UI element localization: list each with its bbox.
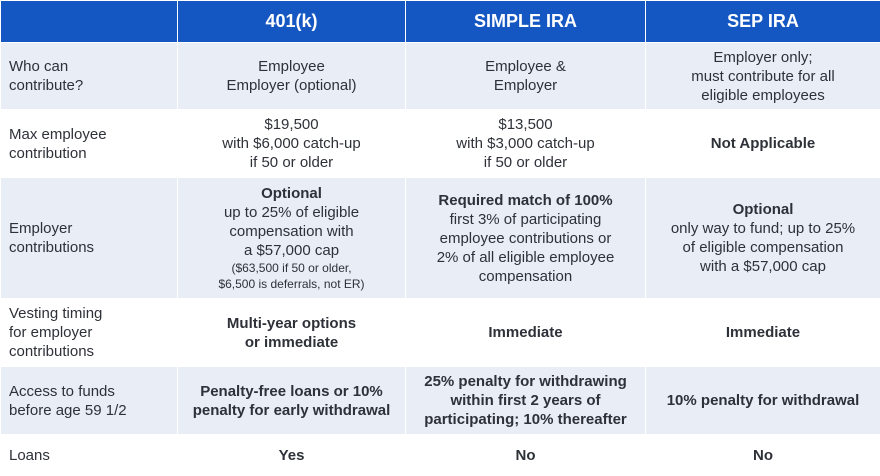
cell-401k: [178, 435, 406, 476]
cell-simple-ira: [406, 367, 646, 435]
cell-line: Not Applicable: [646, 134, 880, 153]
cell-sep-ira: [646, 110, 880, 178]
cell-line: with a $57,000 cap: [646, 257, 880, 276]
label-line: Vesting timing: [9, 304, 177, 323]
cell-heading: Optional: [178, 184, 405, 203]
cell-line: Yes: [178, 446, 405, 465]
header-row: [1, 1, 880, 43]
contribution-amount: $13,500: [406, 115, 645, 134]
footnote-line: ($63,500 if 50 or older,: [178, 260, 405, 276]
cell-line: Employee: [178, 57, 405, 76]
cell-simple-ira: [406, 299, 646, 367]
label-line: for employer: [9, 323, 177, 342]
cell-line: Penalty-free loans or 10%: [178, 382, 405, 401]
cell-line: if 50 or older: [406, 153, 645, 172]
cell-line: Employee &: [406, 57, 645, 76]
cell-line: or immediate: [178, 333, 405, 352]
cell-line: if 50 or older: [178, 153, 405, 172]
cell-line: up to 25% of eligible: [178, 203, 405, 222]
optional-note: (optional): [294, 77, 357, 94]
contribution-amount: $19,500: [178, 115, 405, 134]
label-line: Employer: [9, 219, 177, 238]
label-line: contribute?: [9, 76, 177, 95]
cell-401k: [178, 43, 406, 110]
cell-line: with $3,000 catch-up: [406, 134, 645, 153]
cell-401k: [178, 367, 406, 435]
row-label: [1, 178, 178, 299]
label-line: before age 59 1/2: [9, 401, 177, 420]
cell-line: Multi-year options: [178, 314, 405, 333]
row-max-employee-contribution: [1, 110, 880, 178]
cell-line: only way to fund; up to 25%: [646, 219, 880, 238]
cell-text: Employer: [226, 77, 294, 94]
row-employer-contributions: [1, 178, 880, 299]
row-vesting-timing: [1, 299, 880, 367]
cell-simple-ira: [406, 43, 646, 110]
row-access-to-funds: [1, 367, 880, 435]
header-blank-cell: [1, 1, 178, 43]
cell-line: Employer only;: [646, 48, 880, 67]
cell-line: a $57,000 cap: [178, 241, 405, 260]
cell-line: must contribute for all: [646, 67, 880, 86]
cell-line: eligible employees: [646, 86, 880, 105]
cell-simple-ira: [406, 110, 646, 178]
row-loans: [1, 435, 880, 476]
row-label: [1, 367, 178, 435]
cell-line: Immediate: [646, 323, 880, 342]
cell-line: employee contributions or: [406, 229, 645, 248]
cell-line: penalty for early withdrawal: [178, 401, 405, 420]
cell-line: No: [646, 446, 880, 465]
cell-heading: Required match of 100%: [406, 191, 645, 210]
label-line: Who can: [9, 57, 177, 76]
label-line: contribution: [9, 144, 177, 163]
cell-sep-ira: [646, 435, 880, 476]
cell-simple-ira: [406, 178, 646, 299]
row-label: [1, 435, 178, 476]
row-label: [1, 110, 178, 178]
cell-line: of eligible compensation: [646, 238, 880, 257]
row-label: [1, 43, 178, 110]
row-who-can-contribute: [1, 43, 880, 110]
cell-line: Employer: [406, 76, 645, 95]
cell-401k: [178, 299, 406, 367]
cell-sep-ira: [646, 43, 880, 110]
cell-line: [178, 76, 405, 95]
row-label: [1, 299, 178, 367]
cell-sep-ira: [646, 299, 880, 367]
cell-line: 2% of all eligible employee: [406, 248, 645, 267]
cell-line: Immediate: [406, 323, 645, 342]
label-line: contributions: [9, 238, 177, 257]
cell-401k: [178, 110, 406, 178]
cell-line: No: [406, 446, 645, 465]
label-line: Loans: [9, 446, 177, 465]
cell-line: 25% penalty for withdrawing: [406, 372, 645, 391]
column-header-sep-ira: SEP IRA: [646, 1, 880, 43]
label-line: contributions: [9, 342, 177, 361]
label-line: Access to funds: [9, 382, 177, 401]
cell-simple-ira: [406, 435, 646, 476]
cell-line: participating; 10% thereafter: [406, 410, 645, 429]
cell-heading: Optional: [646, 200, 880, 219]
cell-line: compensation: [406, 267, 645, 286]
cell-line: first 3% of participating: [406, 210, 645, 229]
column-header-simple-ira: SIMPLE IRA: [406, 1, 646, 43]
cell-401k: [178, 178, 406, 299]
cell-sep-ira: [646, 367, 880, 435]
cell-line: compensation with: [178, 222, 405, 241]
cell-sep-ira: [646, 178, 880, 299]
label-line: Max employee: [9, 125, 177, 144]
cell-line: 10% penalty for withdrawal: [646, 391, 880, 410]
footnote-line: $6,500 is deferrals, not ER): [178, 276, 405, 292]
column-header-401k: 401(k): [178, 1, 406, 43]
cell-line: with $6,000 catch-up: [178, 134, 405, 153]
cell-line: within first 2 years of: [406, 391, 645, 410]
